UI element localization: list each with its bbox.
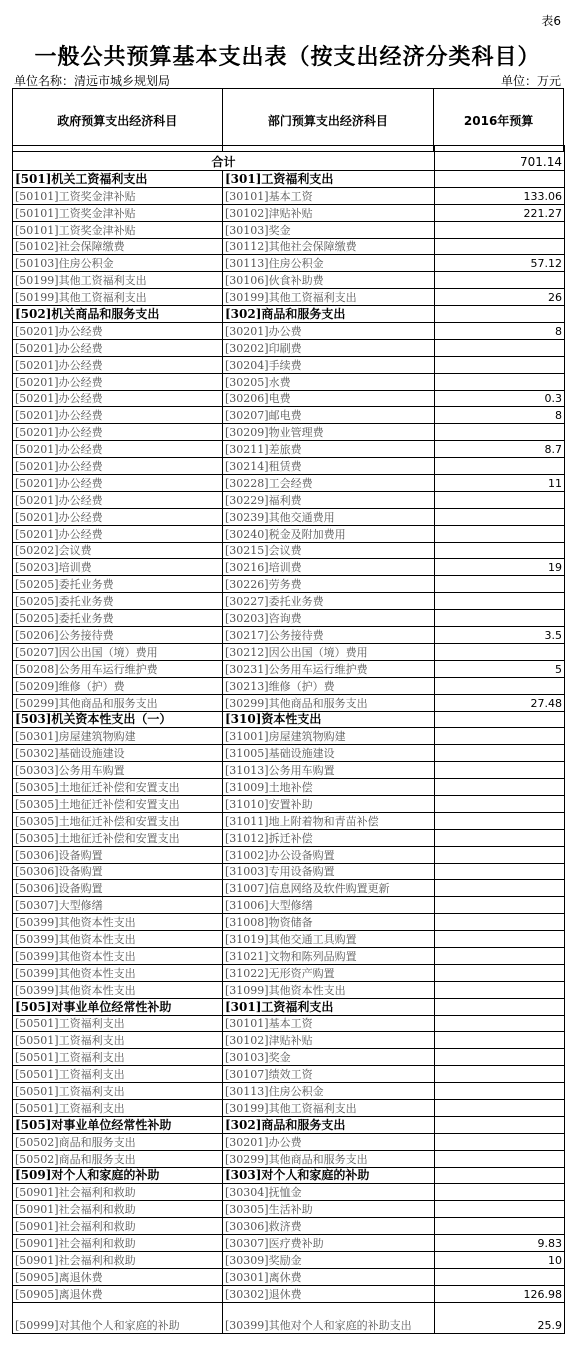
amount-cell: [435, 356, 565, 373]
gov-subject-cell: [50305]土地征迁补偿和安置支出: [13, 829, 223, 846]
amount-cell: [435, 728, 565, 745]
table-row: [13, 863, 565, 880]
table-row: [13, 339, 565, 356]
dept-subject-cell: [30229]福利费: [223, 491, 435, 508]
gov-subject-cell: [50901]社会福利和救助: [13, 1235, 223, 1252]
amount-cell: [435, 171, 565, 188]
amount-cell: [435, 931, 565, 948]
dept-subject-cell: [301]工资福利支出: [223, 171, 435, 188]
dept-subject-cell: [30217]公务接待费: [223, 627, 435, 644]
dept-subject-cell: [30302]退休费: [223, 1285, 435, 1302]
amount-cell: 5: [435, 660, 565, 677]
table-row: [13, 1268, 565, 1285]
amount-cell: [435, 525, 565, 542]
gov-subject-cell: [50202]会议费: [13, 542, 223, 559]
amount-cell: [435, 880, 565, 897]
amount-cell: [435, 762, 565, 779]
table-row: [13, 829, 565, 846]
gov-subject-cell: [50399]其他资本性支出: [13, 981, 223, 998]
amount-cell: 133.06: [435, 187, 565, 204]
dept-subject-cell: [30226]劳务费: [223, 576, 435, 593]
amount-cell: [435, 1184, 565, 1201]
table-row: [13, 458, 565, 475]
gov-subject-cell: [50101]工资奖金津补贴: [13, 204, 223, 221]
amount-cell: [435, 947, 565, 964]
gov-subject-cell: [50101]工资奖金津补贴: [13, 187, 223, 204]
gov-subject-cell: [509]对个人和家庭的补助: [13, 1167, 223, 1184]
gov-subject-cell: [50901]社会福利和救助: [13, 1252, 223, 1269]
table-row: [13, 1302, 565, 1333]
gov-subject-cell: [50301]房屋建筑物购建: [13, 728, 223, 745]
amount-cell: 27.48: [435, 694, 565, 711]
gov-subject-cell: [50199]其他工资福利支出: [13, 272, 223, 289]
amount-cell: [435, 1268, 565, 1285]
table-row: [13, 846, 565, 863]
dept-subject-cell: [30214]租赁费: [223, 458, 435, 475]
table-row: [13, 694, 565, 711]
dept-subject-cell: [30307]医疗费补助: [223, 1235, 435, 1252]
section-row: [13, 711, 565, 728]
dept-subject-cell: [30209]物业管理费: [223, 424, 435, 441]
gov-subject-cell: [50207]因公出国（境）费用: [13, 643, 223, 660]
gov-subject-cell: [50501]工资福利支出: [13, 1099, 223, 1116]
table-row: [13, 238, 565, 255]
gov-subject-cell: [50307]大型修缮: [13, 897, 223, 914]
gov-subject-cell: [50501]工资福利支出: [13, 1032, 223, 1049]
gov-subject-cell: [50205]委托业务费: [13, 610, 223, 627]
amount-cell: [435, 221, 565, 238]
dept-subject-cell: [30201]办公费: [223, 323, 435, 340]
table-row: [13, 272, 565, 289]
table-row: [13, 255, 565, 272]
dept-subject-cell: [30201]办公费: [223, 1133, 435, 1150]
dept-subject-cell: [302]商品和服务支出: [223, 306, 435, 323]
dept-subject-cell: [30231]公务用车运行维护费: [223, 660, 435, 677]
header-gov-subject: 政府预算支出经济科目: [13, 89, 223, 152]
table-row: [13, 221, 565, 238]
dept-subject-cell: [30305]生活补助: [223, 1201, 435, 1218]
dept-subject-cell: [30101]基本工资: [223, 1015, 435, 1032]
header-budget-2016: 2016年预算: [434, 89, 564, 152]
dept-subject-cell: [30207]邮电费: [223, 407, 435, 424]
amount-cell: [435, 576, 565, 593]
table-number: 表6: [541, 14, 561, 28]
gov-subject-cell: [50201]办公经费: [13, 441, 223, 458]
amount-cell: 19: [435, 559, 565, 576]
section-row: [13, 306, 565, 323]
table-row: [13, 1133, 565, 1150]
amount-cell: 11: [435, 475, 565, 492]
table-row: [13, 728, 565, 745]
amount-cell: 57.12: [435, 255, 565, 272]
amount-cell: [435, 1049, 565, 1066]
amount-cell: [435, 1167, 565, 1184]
amount-cell: 221.27: [435, 204, 565, 221]
gov-subject-cell: [50103]住房公积金: [13, 255, 223, 272]
dept-subject-cell: [30203]咨询费: [223, 610, 435, 627]
table-row: [13, 1150, 565, 1167]
gov-subject-cell: [50205]委托业务费: [13, 576, 223, 593]
table-row: [13, 1099, 565, 1116]
dept-subject-cell: [30299]其他商品和服务支出: [223, 1150, 435, 1167]
amount-cell: [435, 508, 565, 525]
amount-cell: [435, 812, 565, 829]
table-row: [13, 441, 565, 458]
total-row: [13, 146, 565, 171]
gov-subject-cell: [50306]设备购置: [13, 863, 223, 880]
amount-cell: [435, 1015, 565, 1032]
table-header: [12, 88, 564, 152]
gov-subject-cell: [50399]其他资本性支出: [13, 914, 223, 931]
dept-subject-cell: [31022]无形资产购置: [223, 964, 435, 981]
table-row: [13, 508, 565, 525]
amount-cell: 26: [435, 289, 565, 306]
amount-cell: [435, 829, 565, 846]
amount-cell: [435, 491, 565, 508]
amount-cell: [435, 981, 565, 998]
amount-cell: [435, 846, 565, 863]
dept-subject-cell: [31010]安置补助: [223, 795, 435, 812]
dept-subject-cell: [30113]住房公积金: [223, 255, 435, 272]
section-row: [13, 998, 565, 1015]
table-row: [13, 947, 565, 964]
gov-subject-cell: [50399]其他资本性支出: [13, 931, 223, 948]
table-row: [13, 373, 565, 390]
dept-subject-cell: [30103]奖金: [223, 221, 435, 238]
amount-cell: [435, 593, 565, 610]
amount-cell: [435, 306, 565, 323]
dept-subject-cell: [31001]房屋建筑物购建: [223, 728, 435, 745]
gov-subject-cell: [50201]办公经费: [13, 508, 223, 525]
amount-cell: 0.3: [435, 390, 565, 407]
table-row: [13, 1285, 565, 1302]
gov-subject-cell: [50901]社会福利和救助: [13, 1201, 223, 1218]
dept-subject-cell: [30112]其他社会保障缴费: [223, 238, 435, 255]
amount-cell: [435, 272, 565, 289]
amount-cell: [435, 424, 565, 441]
table-row: [13, 931, 565, 948]
dept-subject-cell: [30212]因公出国（境）费用: [223, 643, 435, 660]
table-row: [13, 323, 565, 340]
amount-cell: [435, 1150, 565, 1167]
gov-subject-cell: [50305]土地征迁补偿和安置支出: [13, 795, 223, 812]
section-row: [13, 171, 565, 188]
table-row: [13, 407, 565, 424]
table-row: [13, 491, 565, 508]
dept-subject-cell: [30213]维修（护）费: [223, 677, 435, 694]
amount-cell: [435, 1133, 565, 1150]
table-row: [13, 559, 565, 576]
dept-subject-cell: [31099]其他资本性支出: [223, 981, 435, 998]
amount-cell: [435, 1218, 565, 1235]
table-row: [13, 390, 565, 407]
table-row: [13, 627, 565, 644]
amount-cell: 25.9: [435, 1302, 565, 1333]
table-row: [13, 424, 565, 441]
table-row: [13, 1032, 565, 1049]
gov-subject-cell: [50302]基础设施建设: [13, 745, 223, 762]
gov-subject-cell: [50905]离退休费: [13, 1285, 223, 1302]
table-row: [13, 289, 565, 306]
gov-subject-cell: [50901]社会福利和救助: [13, 1184, 223, 1201]
gov-subject-cell: [50199]其他工资福利支出: [13, 289, 223, 306]
amount-cell: [435, 779, 565, 796]
table-row: [13, 1201, 565, 1218]
total-label: 合计: [13, 146, 435, 171]
header-dept-subject: 部门预算支出经济科目: [222, 89, 434, 152]
dept-subject-cell: [30304]抚恤金: [223, 1184, 435, 1201]
amount-cell: [435, 1116, 565, 1133]
dept-subject-cell: [30106]伙食补助费: [223, 272, 435, 289]
table-row: [13, 204, 565, 221]
gov-subject-cell: [50305]土地征迁补偿和安置支出: [13, 779, 223, 796]
amount-cell: [435, 711, 565, 728]
amount-cell: 8: [435, 323, 565, 340]
amount-cell: [435, 610, 565, 627]
dept-subject-cell: [30205]水费: [223, 373, 435, 390]
dept-subject-cell: [30206]电费: [223, 390, 435, 407]
table-row: [13, 1066, 565, 1083]
dept-subject-cell: [301]工资福利支出: [223, 998, 435, 1015]
dept-subject-cell: [30399]其他对个人和家庭的补助支出: [223, 1302, 435, 1333]
table-row: [13, 677, 565, 694]
dept-subject-cell: [31013]公务用车购置: [223, 762, 435, 779]
gov-subject-cell: [50502]商品和服务支出: [13, 1133, 223, 1150]
amount-cell: [435, 677, 565, 694]
gov-subject-cell: [50205]委托业务费: [13, 593, 223, 610]
dept-subject-cell: [310]资本性支出: [223, 711, 435, 728]
gov-subject-cell: [50206]公务接待费: [13, 627, 223, 644]
dept-subject-cell: [30211]差旅费: [223, 441, 435, 458]
dept-subject-cell: [30204]手续费: [223, 356, 435, 373]
dept-subject-cell: [30239]其他交通费用: [223, 508, 435, 525]
amount-cell: [435, 863, 565, 880]
table-row: [13, 576, 565, 593]
gov-subject-cell: [50399]其他资本性支出: [13, 947, 223, 964]
dept-subject-cell: [31002]办公设备购置: [223, 846, 435, 863]
table-row: [13, 1015, 565, 1032]
section-row: [13, 1116, 565, 1133]
page-title: 一般公共预算基本支出表（按支出经济分类科目）: [34, 44, 541, 70]
table-row: [13, 593, 565, 610]
dept-subject-cell: [31011]地上附着物和青苗补偿: [223, 812, 435, 829]
dept-subject-cell: [30102]津贴补贴: [223, 204, 435, 221]
amount-cell: [435, 964, 565, 981]
table-row: [13, 1049, 565, 1066]
amount-cell: [435, 643, 565, 660]
dept-subject-cell: [31009]土地补偿: [223, 779, 435, 796]
gov-subject-cell: [50305]土地征迁补偿和安置支出: [13, 812, 223, 829]
gov-subject-cell: [50201]办公经费: [13, 475, 223, 492]
table-row: [13, 356, 565, 373]
gov-subject-cell: [50201]办公经费: [13, 458, 223, 475]
dept-subject-cell: [31008]物资储备: [223, 914, 435, 931]
table-row: [13, 795, 565, 812]
amount-cell: [435, 745, 565, 762]
dept-subject-cell: [30299]其他商品和服务支出: [223, 694, 435, 711]
gov-subject-cell: [50501]工资福利支出: [13, 1015, 223, 1032]
gov-subject-cell: [50209]维修（护）费: [13, 677, 223, 694]
amount-cell: [435, 542, 565, 559]
dept-subject-cell: [30103]奖金: [223, 1049, 435, 1066]
gov-subject-cell: [505]对事业单位经常性补助: [13, 998, 223, 1015]
gov-subject-cell: [50306]设备购置: [13, 846, 223, 863]
dept-subject-cell: [30309]奖励金: [223, 1252, 435, 1269]
table-row: [13, 1184, 565, 1201]
gov-subject-cell: [50501]工资福利支出: [13, 1066, 223, 1083]
table-row: [13, 762, 565, 779]
dept-subject-cell: [303]对个人和家庭的补助: [223, 1167, 435, 1184]
amount-cell: [435, 795, 565, 812]
dept-subject-cell: [30215]会议费: [223, 542, 435, 559]
gov-subject-cell: [50201]办公经费: [13, 407, 223, 424]
dept-subject-cell: [30202]印刷费: [223, 339, 435, 356]
gov-subject-cell: [50201]办公经费: [13, 390, 223, 407]
amount-cell: 8.7: [435, 441, 565, 458]
dept-subject-cell: [30227]委托业务费: [223, 593, 435, 610]
table-row: [13, 187, 565, 204]
dept-subject-cell: [31003]专用设备购置: [223, 863, 435, 880]
amount-cell: [435, 897, 565, 914]
gov-subject-cell: [50905]离退休费: [13, 1268, 223, 1285]
gov-subject-cell: [50502]商品和服务支出: [13, 1150, 223, 1167]
gov-subject-cell: [503]机关资本性支出（一）: [13, 711, 223, 728]
dept-subject-cell: [30199]其他工资福利支出: [223, 289, 435, 306]
dept-subject-cell: [30216]培训费: [223, 559, 435, 576]
table-row: [13, 914, 565, 931]
gov-subject-cell: [50999]对其他个人和家庭的补助: [13, 1302, 223, 1333]
dept-subject-cell: [302]商品和服务支出: [223, 1116, 435, 1133]
amount-cell: 9.83: [435, 1235, 565, 1252]
amount-cell: [435, 914, 565, 931]
gov-subject-cell: [50201]办公经费: [13, 356, 223, 373]
section-row: [13, 1167, 565, 1184]
dept-subject-cell: [30199]其他工资福利支出: [223, 1099, 435, 1116]
gov-subject-cell: [50201]办公经费: [13, 525, 223, 542]
amount-cell: [435, 238, 565, 255]
table-row: [13, 745, 565, 762]
gov-subject-cell: [50901]社会福利和救助: [13, 1218, 223, 1235]
table-row: [13, 660, 565, 677]
gov-subject-cell: [502]机关商品和服务支出: [13, 306, 223, 323]
dept-subject-cell: [31012]拆迁补偿: [223, 829, 435, 846]
gov-subject-cell: [50203]培训费: [13, 559, 223, 576]
dept-subject-cell: [30102]津贴补贴: [223, 1032, 435, 1049]
dept-subject-cell: [31019]其他交通工具购置: [223, 931, 435, 948]
gov-subject-cell: [50201]办公经费: [13, 491, 223, 508]
amount-cell: [435, 1066, 565, 1083]
dept-subject-cell: [30240]税金及附加费用: [223, 525, 435, 542]
dept-subject-cell: [30107]绩效工资: [223, 1066, 435, 1083]
amount-cell: [435, 458, 565, 475]
gov-subject-cell: [50306]设备购置: [13, 880, 223, 897]
dept-subject-cell: [30306]救济费: [223, 1218, 435, 1235]
table-row: [13, 542, 565, 559]
table-row: [13, 1235, 565, 1252]
table-row: [13, 812, 565, 829]
currency-unit-label: 单位：万元: [500, 74, 561, 88]
dept-subject-cell: [31006]大型修缮: [223, 897, 435, 914]
gov-subject-cell: [50102]社会保障缴费: [13, 238, 223, 255]
dept-subject-cell: [30228]工会经费: [223, 475, 435, 492]
gov-subject-cell: [505]对事业单位经常性补助: [13, 1116, 223, 1133]
gov-subject-cell: [50399]其他资本性支出: [13, 964, 223, 981]
amount-cell: [435, 339, 565, 356]
amount-cell: 3.5: [435, 627, 565, 644]
amount-cell: [435, 998, 565, 1015]
table-row: [13, 525, 565, 542]
gov-subject-cell: [50501]工资福利支出: [13, 1083, 223, 1100]
amount-cell: [435, 1099, 565, 1116]
gov-subject-cell: [50201]办公经费: [13, 373, 223, 390]
amount-cell: [435, 1032, 565, 1049]
gov-subject-cell: [50208]公务用车运行维护费: [13, 660, 223, 677]
dept-subject-cell: [31007]信息网络及软件购置更新: [223, 880, 435, 897]
gov-subject-cell: [50303]公务用车购置: [13, 762, 223, 779]
table-row: [13, 475, 565, 492]
amount-cell: [435, 1201, 565, 1218]
gov-subject-cell: [501]机关工资福利支出: [13, 171, 223, 188]
gov-subject-cell: [50501]工资福利支出: [13, 1049, 223, 1066]
dept-subject-cell: [30113]住房公积金: [223, 1083, 435, 1100]
dept-subject-cell: [30301]离休费: [223, 1268, 435, 1285]
table-row: [13, 643, 565, 660]
gov-subject-cell: [50201]办公经费: [13, 323, 223, 340]
gov-subject-cell: [50299]其他商品和服务支出: [13, 694, 223, 711]
gov-subject-cell: [50201]办公经费: [13, 339, 223, 356]
table-row: [13, 1083, 565, 1100]
dept-subject-cell: [30101]基本工资: [223, 187, 435, 204]
dept-subject-cell: [31005]基础设施建设: [223, 745, 435, 762]
gov-subject-cell: [50201]办公经费: [13, 424, 223, 441]
table-row: [13, 1218, 565, 1235]
table-row: [13, 897, 565, 914]
table-row: [13, 610, 565, 627]
amount-cell: 8: [435, 407, 565, 424]
table-row: [13, 964, 565, 981]
dept-subject-cell: [31021]文物和陈列品购置: [223, 947, 435, 964]
table-row: [13, 981, 565, 998]
amount-cell: [435, 373, 565, 390]
table-row: [13, 779, 565, 796]
amount-cell: [435, 1083, 565, 1100]
total-amount: 701.14: [435, 146, 565, 171]
unit-name-label: 单位名称：清远市城乡规划局: [14, 74, 171, 88]
budget-table: [12, 145, 565, 1334]
amount-cell: 10: [435, 1252, 565, 1269]
amount-cell: 126.98: [435, 1285, 565, 1302]
gov-subject-cell: [50101]工资奖金津补贴: [13, 221, 223, 238]
table-row: [13, 1252, 565, 1269]
table-row: [13, 880, 565, 897]
